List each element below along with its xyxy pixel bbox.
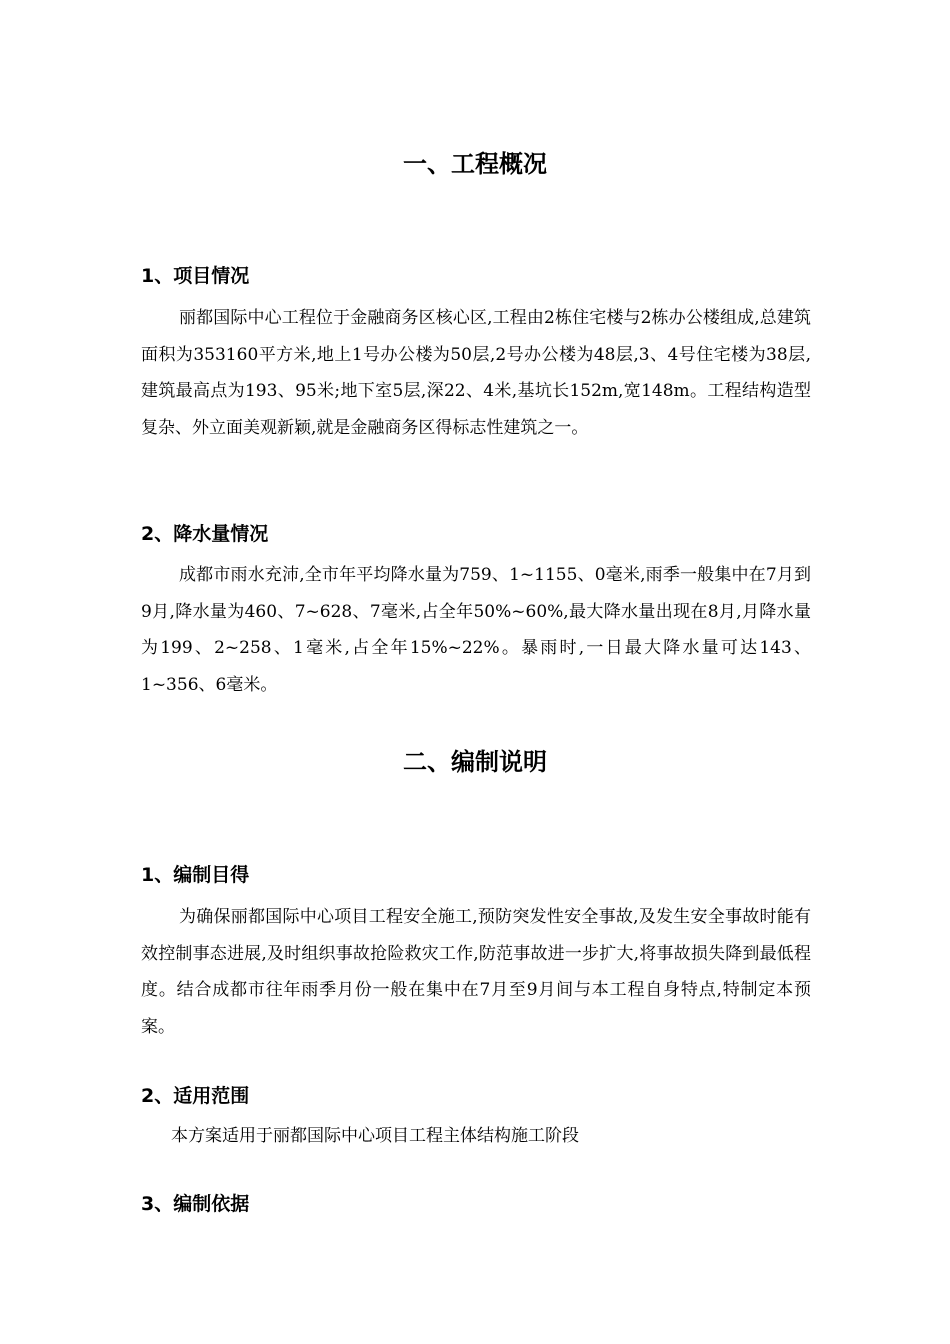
paragraph-rainfall: 成都市雨水充沛,全市年平均降水量为759、1~1155、0毫米,雨季一般集中在7月到9月,降水量为460、7~628、7毫米,占全年50%~60%,最大降水量出现在8月,月降水量为199、2~258、1毫米,占全年15%~22%。暴雨时,一日最大降水量可达143、1~356、6毫米。	[141, 565, 811, 695]
subsection-heading-purpose: 1、编制目得	[141, 864, 250, 886]
subsection-heading-scope: 2、适用范围	[141, 1085, 250, 1107]
section-title-compilation: 二、编制说明	[403, 748, 547, 776]
subsection-heading-project: 1、项目情况	[141, 265, 250, 287]
section-title-overview: 一、工程概况	[403, 150, 547, 178]
paragraph-purpose: 为确保丽都国际中心项目工程安全施工,预防突发性安全事故,及发生安全事故时能有效控制事态进展,及时组织事故抢险救灾工作,防范事故进一步扩大,将事故损失降到最低程度。结合成都市往年雨季月份一般在集中在7月至9月间与本工程自身特点,特制定本预案。	[141, 907, 811, 1037]
subsection-heading-rainfall: 2、降水量情况	[141, 523, 269, 545]
paragraph-project: 丽都国际中心工程位于金融商务区核心区,工程由2栋住宅楼与2栋办公楼组成,总建筑面积为353160平方米,地上1号办公楼为50层,2号办公楼为48层,3、4号住宅楼为38层,建筑最高点为193、95米;地下室5层,深22、4米,基坑长152m,宽148m。工程结构造型复杂、外立面美观新颖,就是金融商务区得标志性建筑之一。	[141, 308, 811, 438]
subsection-heading-basis: 3、编制依据	[141, 1193, 250, 1215]
paragraph-scope: 本方案适用于丽都国际中心项目工程主体结构施工阶段	[171, 1126, 579, 1146]
